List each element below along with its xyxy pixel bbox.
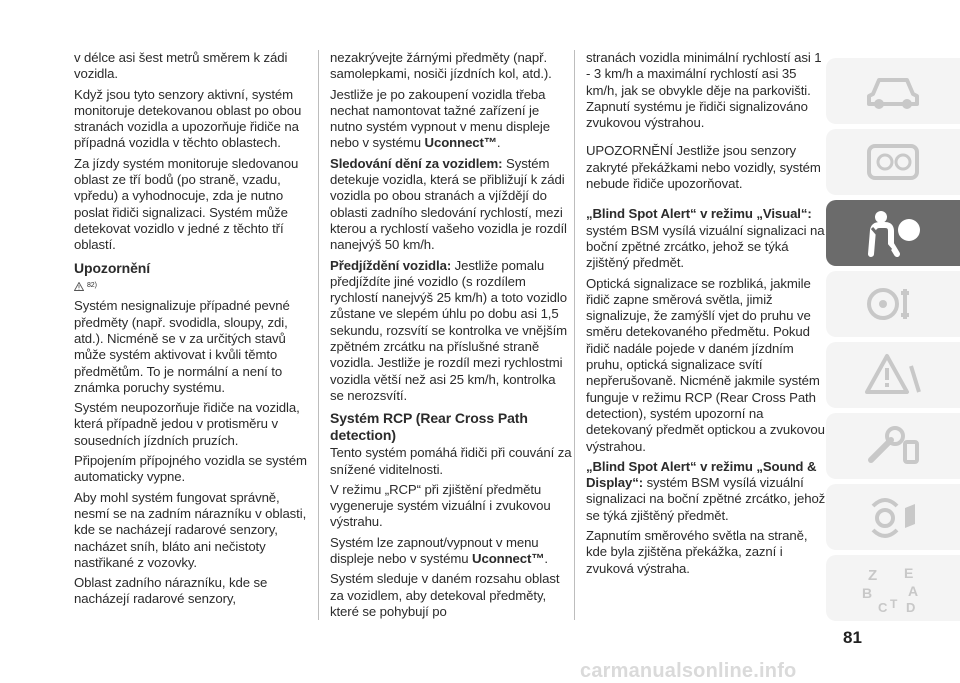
index-letter: T [890,597,898,611]
paragraph: Aby mohl systém fungovat správně, nesmí se na zadním nárazníku v oblasti, kde se nacházejí radarové senzory, nacházet sníh, bláto ani nečistoty nastřikané z vozovky. [74,489,307,570]
warning-triangle-icon [74,282,84,291]
paragraph: UPOZORNĚNÍ Jestliže jsou senzory zakryté překážkami nebo vozidly, systém nebude řidiče upozorňovat. [586,143,821,192]
inline-heading: „Blind Spot Alert“ v režimu „Visual“: [586,206,812,222]
paragraph: Systém nesignalizuje případné pevné předměty (např. svodidla, sloupy, zdi, atd.). Nicméně se v za určitých stavů může systém aktivovat i kvůli těmto předmětům. To je normální a není to známka poruchy systému. [74,298,290,395]
paragraph: Systém sleduje v daném rozsahu oblast za vozidlem, aby detekoval předměty, které se pohybují po [330,571,560,619]
paragraph: Optická signalizace se rozbliká, jakmile řidič zapne směrová světla, jimiž signalizuje, že zamýšlí vjet do pruhu ve směru detekovaného předmětu. Pokud řidič nadále pojede v daném jízdním pruhu, optická signalizace svítí nepřerušovaně. Nicméně jakmile systém funguje v režimu RCP (Rear Cross Path detection), systém upozorní na detekovaný předmět optickou a zvukovou výstrahou. [586,275,825,454]
paragraph: Systém neupozorňuje řidiče na vozidla, která případně jedou v protisměru v sousedních jízdních pruzích. [74,400,300,448]
column-2 [330,50,572,624]
chapter-sidebar [826,58,960,626]
dashboard-icon [863,142,923,182]
maintenance-icon [863,424,923,468]
chapter-tab-driving[interactable] [826,271,960,337]
column-1 [74,50,316,612]
uconnect-brand: Uconnect™ [472,551,545,567]
column-3 [586,50,828,581]
chapter-tab-emergency[interactable] [826,342,960,408]
multimedia-icon [863,494,923,540]
paragraph: nezakrývejte žárnými předměty (např. samolepkami, nosiči jízdních kol, atd.). [330,50,552,82]
column-divider [318,50,319,620]
paragraph: v délce asi šest metrů směrem k zádi vozidla. [74,50,288,82]
column-divider [574,50,575,620]
chapter-tab-car[interactable] [826,58,960,124]
paragraph: Systém lze zapnout/vypnout v menu displeje nebo v systému Uconnect™. [330,534,548,567]
uconnect-brand: Uconnect™ [424,135,497,151]
warning-reference [74,278,316,294]
index-letter: C [878,600,888,614]
index-letter: E [904,565,914,581]
paragraph: stranách vozidla minimální rychlostí asi 1 - 3 km/h a maximální rychlostí asi 35 km/h, jak se obvykle děje na parkovišti. Zapnutí systému je řidiči signalizováno zvukovou výstrahou. [586,50,822,131]
car-icon [863,72,923,110]
seatbelt-airbag-icon [861,208,925,258]
paragraph: Předjíždění vozidla: Jestliže pomalu předjíždíte jiné vozidlo (s rozdílem rychlostí nanejvýš 25 km/h) a toto vozidlo zůstane ve slepém úhlu po dobu asi 1,5 sekundu, rozsvítí se kontrolka ve vnějším zpětném zrcátku na příslušné straně vozidla. Jestliže je rozdíl mezi rychlostmi vozidla větší než asi 25 km/h, kontrolka se nerozsvítí. [330,257,568,403]
index-letter: D [906,600,916,614]
chapter-tab-index[interactable] [826,555,960,621]
paragraph: Připojením přípojného vozidla se systém automaticky vypne. [74,453,307,485]
paragraph: Za jízdy systém monitoruje sledovanou oblast ze tří bodů (po straně, vzadu, vpředu) a vyhodnocuje, zda je nutno poslat řidiči signalizaci. Systém může detekovat vozidlo v jedné z těchto tří oblastí. [74,155,299,253]
index-letter: B [862,585,873,601]
paragraph: Tento systém pomáhá řidiči při couvání za snížené viditelnosti. [330,445,572,477]
watermark: carmanualsonline.info [580,660,797,682]
inline-heading: Sledování dění za vozidlem: [330,155,503,171]
steering-icon [863,283,923,325]
chapter-tab-multimedia[interactable] [826,484,960,550]
warning-icon [863,352,923,398]
section-heading: Upozornění [74,259,150,276]
section-heading: Systém RCP (Rear Cross Path detection) [330,410,528,443]
index-letter: Z [868,567,878,584]
paragraph: Zapnutím směrového světla na straně, kde byla zjištěna překážka, zazní i zvuková výstraha. [586,528,808,576]
paragraph: Oblast zadního nárazníku, kde se nacházejí radarové senzory, [74,575,268,607]
inline-heading: Předjíždění vozidla: [330,257,452,273]
chapter-tab-maintenance[interactable] [826,413,960,479]
index-letter: A [908,583,919,599]
reference-code: 82) [87,282,97,290]
paragraph: Sledování dění za vozidlem: Systém detekuje vozidla, která se přibližují k zádi vozidla po obou stranách a vjíždějí do oblasti zadního sledování rychlostí, mezi kterou a rychlostí vašeho vozidla je rozdíl nanejvýš 50 km/h. [330,155,567,253]
inline-heading: „Blind Spot Alert“ v režimu „Sound & Display“: [586,458,817,491]
chapter-tab-safety[interactable] [826,200,960,266]
paragraph: V režimu „RCP“ při zjištění předmětu vygeneruje systém vizuální i zvukovou výstrahu. [330,481,551,530]
page-number: 81 [843,628,862,647]
paragraph: Když jsou tyto senzory aktivní, systém monitoruje detekovanou oblast po obou stranách vozidla a upozorňuje řidiče na případná vozidla v těchto oblastech. [74,86,302,151]
index-icon [858,562,928,614]
paragraph: „Blind Spot Alert“ v režimu „Visual“: systém BSM vysílá vizuální signalizaci na boční zpětné zrcátko, jehož se týká zjištěný předmět. [586,206,825,271]
chapter-tab-dashboard[interactable] [826,129,960,195]
paragraph: „Blind Spot Alert“ v režimu „Sound & Display“: systém BSM vysílá vizuální signalizaci na boční zpětné zrcátko, jehož se týká zjištěný předmět. [586,458,826,523]
paragraph: Jestliže je po zakoupení vozidla třeba nechat namontovat tažné zařízení je nutno systém vypnout v menu displeje nebo v systému Uconnect™. [330,86,550,151]
